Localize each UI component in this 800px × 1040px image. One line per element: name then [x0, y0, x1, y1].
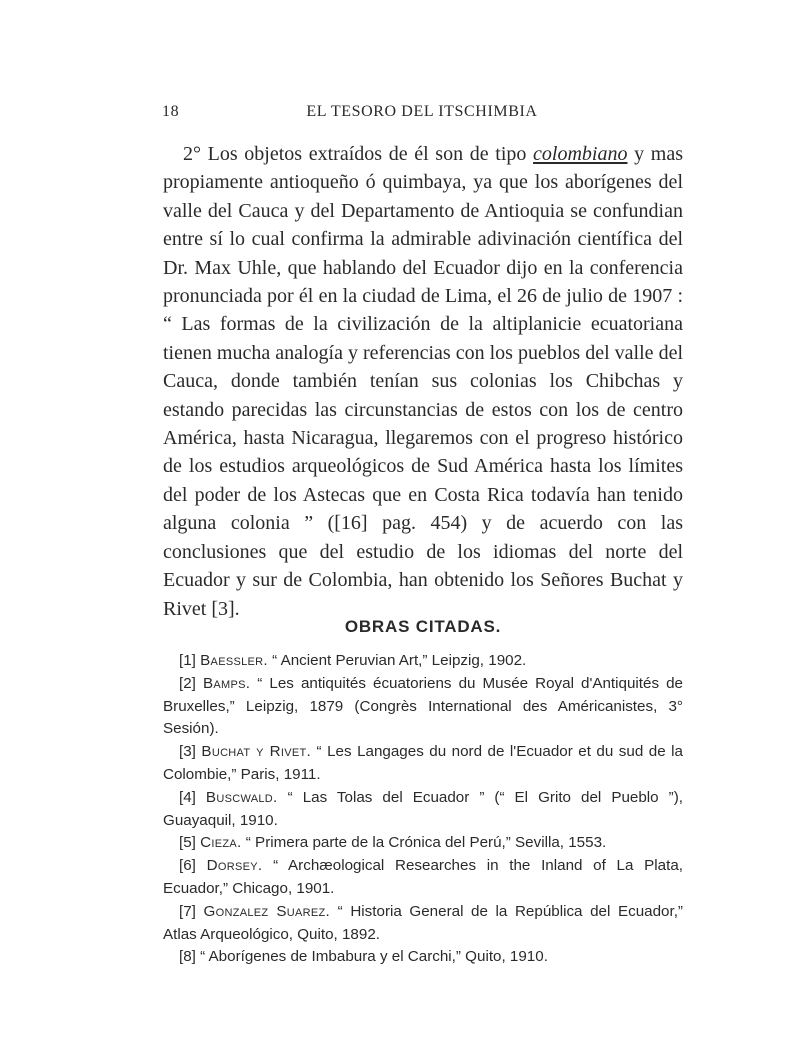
reference-author: Gonzalez Suarez.	[203, 902, 331, 920]
reference-number: [4]	[179, 788, 196, 806]
reference-author: Dorsey.	[206, 857, 263, 875]
reference-item	[163, 650, 683, 673]
italic-term: colombiano	[533, 143, 628, 165]
reference-item	[163, 673, 683, 741]
reference-number: [1]	[179, 652, 196, 669]
reference-author: Bamps.	[202, 674, 251, 692]
reference-text: “ Primera parte de la Crónica del Perú,” Sevilla, 1553.	[241, 834, 607, 852]
reference-list	[163, 650, 683, 969]
reference-text: “ Aborígenes de Imbabura y el Carchi,” Quito, 1910.	[195, 948, 548, 966]
reference-item	[163, 787, 683, 833]
paragraph-part-2: y mas propiamente antioqueño ó quimbaya, ya que los aborígenes del valle del Cauca y del Departamento de Antioquia se confundian entre sí lo cual confirma la admirable adivinación científica del Dr. Max Uhle, que hablando del Ecuador dijo en la conferencia pronunciada por él en la ciudad de Lima, el 26 de julio de 1907 : “ Las formas de la civilización de la altiplanicie ecuatoriana tienen mucha analogía y referencias con los pueblos del valle del Cauca, donde también tenían sus colonias los Chibchas y estando parecidas las circunstancias de estos con los de centro América, hasta Nicaragua, llegaremos con el progreso histórico de los estudios arqueológicos de Sud América hasta los límites del poder de los Astecas que en Costa Rica todavía han tenido alguna colonia ” ([16] pag. 454) y de acuerdo con las conclusiones que del estudio de los idiomas del norte del Ecuador y sur de Colombia, han obtenido los Señores Buchat y Rivet [3].	[163, 143, 684, 620]
running-title: EL TESORO DEL ITSCHIMBIA	[306, 103, 538, 120]
reference-author: Buchat y Rivet.	[201, 743, 312, 761]
reference-number: [2]	[179, 674, 196, 692]
reference-number: [8]	[179, 948, 196, 966]
reference-text: “ Historia General de la República del Ecuador,” Atlas Arqueológico, Quito, 1892.	[163, 902, 683, 943]
reference-item	[163, 832, 683, 855]
reference-number: [6]	[179, 857, 196, 875]
reference-author: Baessler.	[200, 652, 268, 669]
reference-text: “ Ancient Peruvian Art,” Leipzig, 1902.	[267, 652, 527, 669]
reference-text: “ Archæological Researches in the Inland of La Plata, Ecuador,” Chicago, 1901.	[163, 857, 683, 897]
reference-item	[163, 855, 683, 901]
reference-text: “ Las Tolas del Ecuador ” (“ El Grito del Pueblo ”), Guayaquil, 1910.	[163, 788, 683, 829]
paragraph-text	[163, 140, 683, 623]
reference-item	[163, 741, 683, 787]
reference-item	[163, 946, 683, 969]
page-number: 18	[162, 103, 180, 120]
references-heading: OBRAS CITADAS.	[344, 617, 502, 636]
reference-number: [7]	[179, 902, 196, 920]
reference-author: Buscwald.	[205, 788, 278, 806]
reference-text: “ Les antiquités écuatoriens du Musée Royal d'Antiquités de Bruxelles,” Leipzig, 1879 (Congrès International des Américanistes, 3° Sesión).	[163, 674, 683, 738]
body-paragraph	[163, 140, 683, 623]
paragraph-part-1: 2° Los objetos extraídos de él son de tipo	[183, 143, 534, 165]
reference-item	[163, 901, 683, 947]
reference-text: “ Les Langages du nord de l'Ecuador et du sud de la Colombie,” Paris, 1911.	[163, 743, 683, 783]
reference-number: [3]	[179, 743, 196, 761]
reference-author: Cieza.	[200, 834, 242, 852]
reference-number: [5]	[179, 834, 196, 852]
